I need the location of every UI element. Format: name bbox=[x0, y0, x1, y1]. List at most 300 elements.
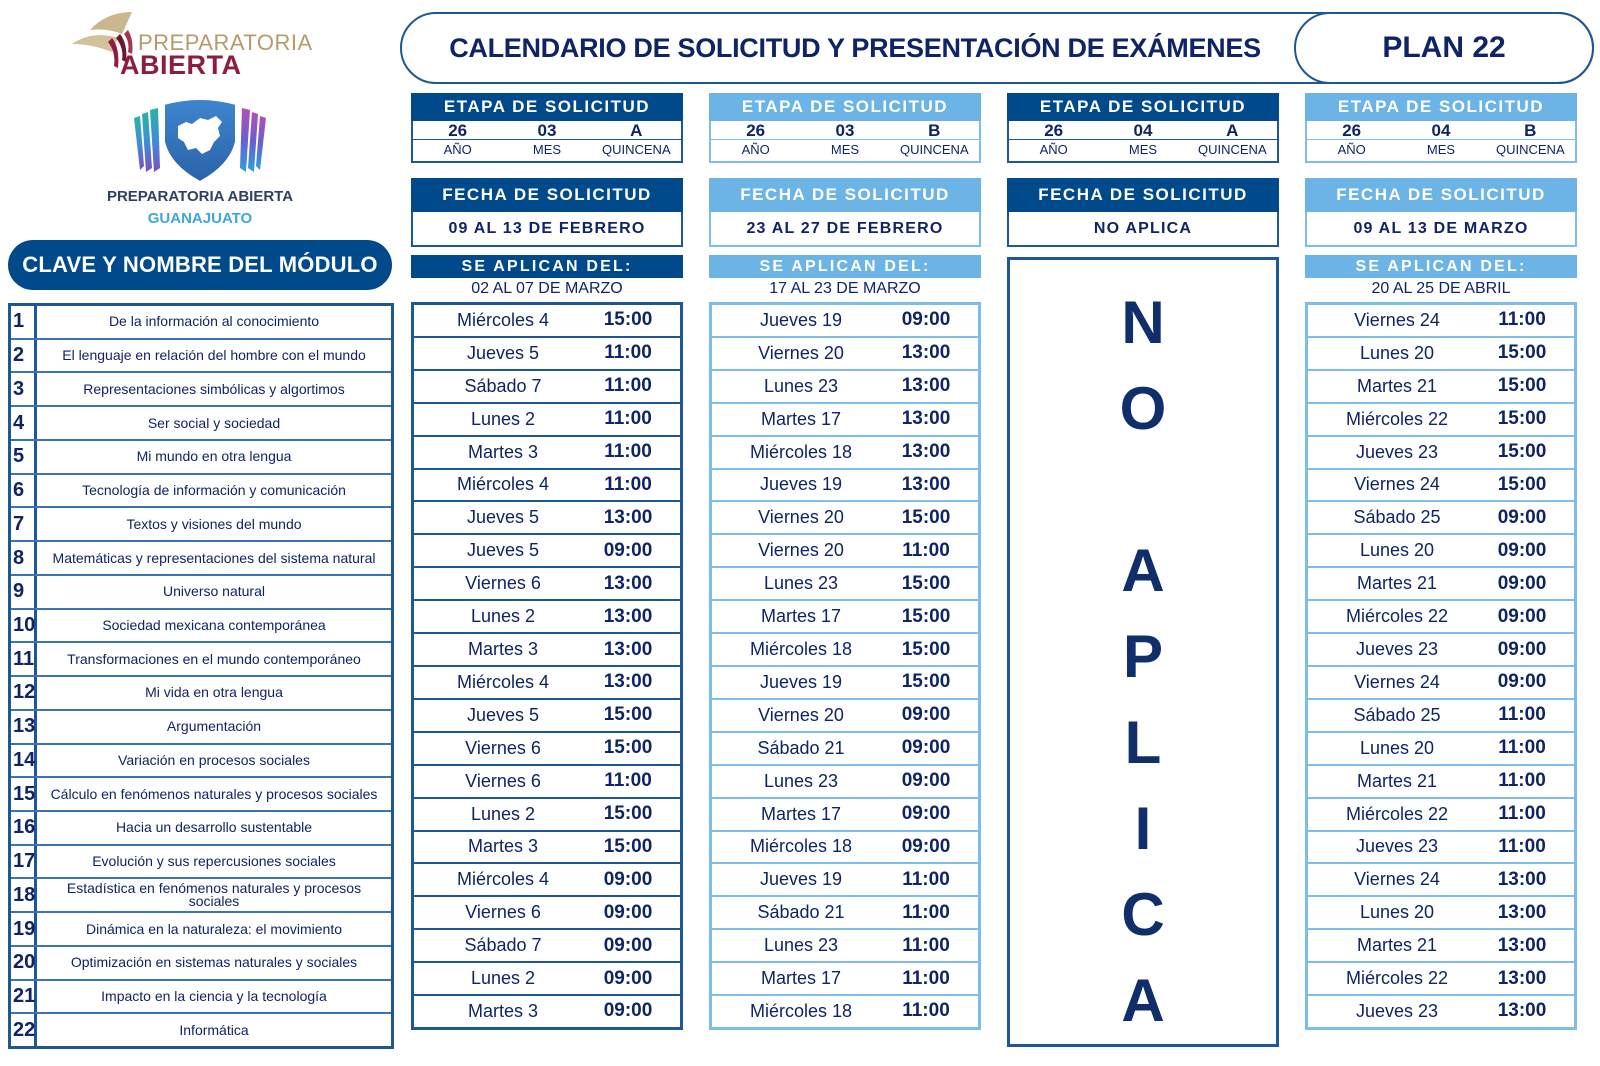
module-number: 13 bbox=[11, 711, 37, 743]
schedule-row bbox=[414, 963, 680, 996]
schedule-row bbox=[1308, 371, 1574, 404]
etapa-quincena-value: B bbox=[928, 121, 941, 140]
module-name: El lenguaje en relación del hombre con el mundo bbox=[62, 347, 366, 364]
module-name: Mi vida en otra lengua bbox=[145, 684, 283, 701]
exam-day: Lunes 2 bbox=[470, 606, 536, 627]
module-row bbox=[11, 778, 391, 812]
module-row bbox=[11, 373, 391, 407]
exam-time: 13:00 bbox=[901, 342, 951, 364]
exam-time: 09:00 bbox=[1497, 572, 1547, 594]
exam-day: Miércoles 4 bbox=[456, 309, 550, 330]
exam-day: Martes 3 bbox=[467, 836, 539, 857]
etapa-anio-label: AÑO bbox=[1039, 142, 1068, 157]
schedule-row bbox=[712, 996, 978, 1027]
exam-time: 15:00 bbox=[1497, 441, 1547, 463]
state-logo-subtitle: GUANAJUATO bbox=[147, 210, 253, 227]
module-number: 9 bbox=[11, 576, 37, 608]
exam-day: Martes 17 bbox=[760, 408, 842, 429]
module-row bbox=[11, 475, 391, 509]
exam-time: 09:00 bbox=[1497, 506, 1547, 528]
schedule-row bbox=[712, 897, 978, 930]
no-aplica-box bbox=[1007, 257, 1279, 1047]
exam-time: 13:00 bbox=[1497, 1000, 1547, 1022]
exam-day: Jueves 19 bbox=[759, 869, 843, 890]
exam-day: Viernes 20 bbox=[758, 342, 844, 363]
exam-day: Lunes 23 bbox=[763, 573, 839, 594]
exam-time: 15:00 bbox=[1497, 375, 1547, 397]
exam-day: Miércoles 18 bbox=[749, 836, 853, 857]
module-row bbox=[11, 745, 391, 779]
etapa-quincena-value: A bbox=[1226, 121, 1239, 140]
exam-day: Jueves 23 bbox=[1355, 441, 1439, 462]
etapa-mes-label: MES bbox=[532, 142, 562, 157]
exam-day: Miércoles 22 bbox=[1345, 606, 1449, 627]
schedule-row bbox=[1308, 634, 1574, 667]
exam-time: 15:00 bbox=[603, 835, 653, 857]
exam-time: 09:00 bbox=[901, 835, 951, 857]
aplican-header: SE APLICAN DEL: bbox=[411, 255, 683, 278]
schedule-row bbox=[1308, 930, 1574, 963]
exam-day: Jueves 5 bbox=[466, 540, 540, 561]
exam-day: Sábado 25 bbox=[1353, 704, 1441, 725]
exam-day: Jueves 23 bbox=[1355, 836, 1439, 857]
module-name: Sociedad mexicana contemporánea bbox=[102, 616, 326, 633]
exam-day: Miércoles 4 bbox=[456, 474, 550, 495]
exam-day: Lunes 20 bbox=[1359, 737, 1435, 758]
schedule-row bbox=[712, 963, 978, 996]
schedule-row bbox=[712, 766, 978, 799]
schedule-row bbox=[1308, 963, 1574, 996]
schedule-row bbox=[712, 502, 978, 535]
exam-day: Jueves 19 bbox=[759, 474, 843, 495]
etapa-anio-value: 26 bbox=[1342, 121, 1362, 140]
exam-time: 11:00 bbox=[902, 967, 950, 989]
aplican-header: SE APLICAN DEL: bbox=[709, 255, 981, 278]
module-number: 15 bbox=[11, 778, 37, 810]
exam-day: Martes 17 bbox=[760, 968, 842, 989]
module-row bbox=[11, 542, 391, 576]
etapa-box bbox=[1305, 121, 1577, 163]
schedule-row bbox=[414, 766, 680, 799]
module-number: 19 bbox=[11, 913, 37, 945]
exam-day: Lunes 23 bbox=[763, 375, 839, 396]
schedule-row bbox=[1308, 404, 1574, 437]
etapa-quincena-label: QUINCENA bbox=[602, 142, 671, 157]
exam-time: 13:00 bbox=[1497, 934, 1547, 956]
etapa-mes-label: MES bbox=[1128, 142, 1158, 157]
schedule-row bbox=[712, 864, 978, 897]
etapa-quincena-label: QUINCENA bbox=[1198, 142, 1267, 157]
schedule-row bbox=[1308, 766, 1574, 799]
exam-day: Martes 21 bbox=[1356, 573, 1438, 594]
exam-day: Martes 3 bbox=[467, 639, 539, 660]
exam-time: 15:00 bbox=[1497, 408, 1547, 430]
module-number: 12 bbox=[11, 677, 37, 709]
exam-day: Miércoles 22 bbox=[1345, 408, 1449, 429]
schedule-table bbox=[709, 302, 981, 1030]
exam-time: 11:00 bbox=[1498, 704, 1546, 726]
etapa-quincena-value: A bbox=[630, 121, 643, 140]
exam-time: 11:00 bbox=[902, 868, 950, 890]
exam-day: Jueves 5 bbox=[466, 342, 540, 363]
shield-icon bbox=[130, 96, 270, 186]
exam-time: 15:00 bbox=[1497, 473, 1547, 495]
exam-day: Miércoles 4 bbox=[456, 869, 550, 890]
fecha-value: 09 AL 13 DE FEBRERO bbox=[411, 212, 683, 247]
module-name: Mi mundo en otra lengua bbox=[136, 448, 292, 465]
exam-time: 11:00 bbox=[902, 901, 950, 923]
module-row bbox=[11, 340, 391, 374]
exam-time: 13:00 bbox=[603, 671, 653, 693]
fecha-header: FECHA DE SOLICITUD bbox=[709, 178, 981, 212]
module-name: Evolución y sus repercusiones sociales bbox=[92, 853, 336, 870]
aplican-range: 20 AL 25 DE ABRIL bbox=[1371, 280, 1511, 297]
module-number: 10 bbox=[11, 610, 37, 642]
schedule-row bbox=[414, 404, 680, 437]
schedule-row bbox=[414, 437, 680, 470]
exam-time: 09:00 bbox=[1497, 605, 1547, 627]
schedule-row bbox=[414, 634, 680, 667]
etapa-mes-value: 03 bbox=[537, 121, 557, 140]
schedule-row bbox=[712, 404, 978, 437]
exam-time: 09:00 bbox=[603, 934, 653, 956]
schedule-table bbox=[1305, 302, 1577, 1030]
exam-day: Jueves 19 bbox=[759, 309, 843, 330]
schedule-row bbox=[1308, 470, 1574, 503]
schedule-column bbox=[1305, 93, 1577, 1030]
schedule-row bbox=[414, 667, 680, 700]
exam-day: Viernes 20 bbox=[758, 507, 844, 528]
schedule-row bbox=[414, 832, 680, 865]
exam-time: 09:00 bbox=[901, 803, 951, 825]
etapa-box bbox=[411, 121, 683, 163]
exam-day: Miércoles 18 bbox=[749, 441, 853, 462]
etapa-mes-value: 04 bbox=[1431, 121, 1451, 140]
schedule-row bbox=[1308, 864, 1574, 897]
aplican-range: 02 AL 07 DE MARZO bbox=[471, 280, 623, 297]
schedule-row bbox=[712, 338, 978, 371]
schedule-row bbox=[414, 601, 680, 634]
exam-day: Sábado 7 bbox=[464, 935, 542, 956]
schedule-row bbox=[712, 568, 978, 601]
exam-time: 11:00 bbox=[604, 473, 652, 495]
exam-time: 11:00 bbox=[1498, 770, 1546, 792]
module-name: Hacia un desarrollo sustentable bbox=[115, 819, 313, 836]
no-aplica-letter: A bbox=[1121, 537, 1165, 604]
no-aplica-letter: N bbox=[1121, 289, 1165, 356]
etapa-mes-value: 04 bbox=[1133, 121, 1153, 140]
exam-time: 13:00 bbox=[901, 408, 951, 430]
module-name: Argumentación bbox=[166, 718, 262, 735]
exam-day: Jueves 5 bbox=[466, 704, 540, 725]
module-number: 1 bbox=[11, 306, 37, 338]
schedule-row bbox=[712, 799, 978, 832]
schedule-row bbox=[1308, 305, 1574, 338]
schedule-row bbox=[1308, 832, 1574, 865]
module-row bbox=[11, 913, 391, 947]
module-row bbox=[11, 812, 391, 846]
module-row bbox=[11, 947, 391, 981]
etapa-anio-label: AÑO bbox=[1337, 142, 1366, 157]
schedule-row bbox=[712, 634, 978, 667]
etapa-header: ETAPA DE SOLICITUD bbox=[411, 93, 683, 121]
exam-day: Lunes 23 bbox=[763, 770, 839, 791]
schedule-row bbox=[1308, 799, 1574, 832]
schedule-row bbox=[712, 305, 978, 338]
exam-day: Martes 21 bbox=[1356, 935, 1438, 956]
state-logo-title: PREPARATORIA ABIERTA bbox=[106, 188, 294, 205]
guanajuato-shield-logo bbox=[130, 96, 270, 186]
schedule-row bbox=[414, 338, 680, 371]
module-row bbox=[11, 846, 391, 880]
no-aplica-letter: P bbox=[1122, 623, 1164, 690]
exam-day: Sábado 21 bbox=[757, 737, 845, 758]
schedule-row bbox=[1308, 437, 1574, 470]
exam-day: Jueves 19 bbox=[759, 671, 843, 692]
exam-time: 11:00 bbox=[604, 342, 652, 364]
exam-day: Lunes 2 bbox=[470, 408, 536, 429]
module-name: Textos y visiones del mundo bbox=[126, 515, 302, 532]
exam-day: Sábado 25 bbox=[1353, 507, 1441, 528]
exam-time: 15:00 bbox=[603, 737, 653, 759]
etapa-quincena-label: QUINCENA bbox=[900, 142, 969, 157]
module-number: 17 bbox=[11, 846, 37, 878]
module-table-header: CLAVE Y NOMBRE DEL MÓDULO bbox=[8, 240, 392, 290]
exam-time: 09:00 bbox=[901, 770, 951, 792]
exam-time: 13:00 bbox=[1497, 967, 1547, 989]
exam-day: Viernes 6 bbox=[465, 902, 541, 923]
etapa-anio-label: AÑO bbox=[443, 142, 472, 157]
etapa-mes-label: MES bbox=[830, 142, 860, 157]
module-row bbox=[11, 981, 391, 1015]
module-name: Dinámica en la naturaleza: el movimiento bbox=[85, 920, 342, 937]
module-name: Cálculo en fenómenos naturales y procesos sociales bbox=[50, 785, 378, 802]
exam-day: Viernes 6 bbox=[465, 737, 541, 758]
module-row bbox=[11, 677, 391, 711]
module-number: 5 bbox=[11, 441, 37, 473]
exam-time: 09:00 bbox=[901, 737, 951, 759]
exam-day: Viernes 24 bbox=[1354, 671, 1440, 692]
exam-time: 15:00 bbox=[901, 638, 951, 660]
exam-time: 09:00 bbox=[1497, 638, 1547, 660]
exam-day: Miércoles 22 bbox=[1345, 803, 1449, 824]
exam-day: Jueves 23 bbox=[1355, 639, 1439, 660]
exam-time: 15:00 bbox=[1497, 342, 1547, 364]
exam-time: 11:00 bbox=[604, 441, 652, 463]
schedule-row bbox=[1308, 568, 1574, 601]
module-row bbox=[11, 508, 391, 542]
etapa-anio-label: AÑO bbox=[741, 142, 770, 157]
no-aplica-letter: I bbox=[1134, 795, 1152, 862]
exam-time: 11:00 bbox=[604, 770, 652, 792]
module-number: 11 bbox=[11, 643, 37, 675]
etapa-header: ETAPA DE SOLICITUD bbox=[709, 93, 981, 121]
fecha-header: FECHA DE SOLICITUD bbox=[411, 178, 683, 212]
schedule-row bbox=[1308, 996, 1574, 1027]
fecha-header: FECHA DE SOLICITUD bbox=[1305, 178, 1577, 212]
schedule-row bbox=[414, 897, 680, 930]
module-name: Universo natural bbox=[163, 583, 265, 600]
brand-top-text: PREPARATORIA bbox=[138, 30, 313, 55]
exam-day: Viernes 6 bbox=[465, 573, 541, 594]
etapa-anio-value: 26 bbox=[448, 121, 468, 140]
schedule-row bbox=[712, 535, 978, 568]
schedule-row bbox=[414, 864, 680, 897]
exam-day: Martes 3 bbox=[467, 441, 539, 462]
no-aplica-letter: L bbox=[1124, 709, 1162, 776]
schedule-row bbox=[414, 535, 680, 568]
schedule-table bbox=[411, 302, 683, 1030]
module-number: 6 bbox=[11, 475, 37, 507]
exam-time: 11:00 bbox=[902, 1000, 950, 1022]
exam-day: Martes 17 bbox=[760, 606, 842, 627]
schedule-row bbox=[414, 371, 680, 404]
exam-time: 13:00 bbox=[901, 473, 951, 495]
exam-day: Lunes 2 bbox=[470, 968, 536, 989]
schedule-row bbox=[1308, 733, 1574, 766]
plan-badge: PLAN 22 bbox=[1294, 12, 1594, 84]
schedule-row bbox=[712, 437, 978, 470]
exam-time: 09:00 bbox=[1497, 539, 1547, 561]
exam-time: 15:00 bbox=[901, 572, 951, 594]
exam-day: Viernes 24 bbox=[1354, 474, 1440, 495]
module-name: Matemáticas y representaciones del sistema natural bbox=[52, 549, 376, 566]
schedule-row bbox=[414, 502, 680, 535]
etapa-header: ETAPA DE SOLICITUD bbox=[1305, 93, 1577, 121]
module-number: 22 bbox=[11, 1014, 37, 1046]
exam-time: 09:00 bbox=[603, 1000, 653, 1022]
module-number: 21 bbox=[11, 981, 37, 1013]
module-row bbox=[11, 576, 391, 610]
exam-time: 11:00 bbox=[1498, 737, 1546, 759]
exam-time: 11:00 bbox=[604, 375, 652, 397]
schedule-row bbox=[414, 568, 680, 601]
aplican-range: 17 AL 23 DE MARZO bbox=[769, 280, 921, 297]
exam-time: 13:00 bbox=[603, 506, 653, 528]
module-row bbox=[11, 407, 391, 441]
exam-time: 13:00 bbox=[603, 605, 653, 627]
module-name: Informática bbox=[179, 1021, 249, 1038]
exam-day: Sábado 7 bbox=[464, 375, 542, 396]
module-number: 20 bbox=[11, 947, 37, 979]
exam-time: 15:00 bbox=[603, 803, 653, 825]
no-aplica-letter: A bbox=[1121, 967, 1165, 1034]
exam-time: 15:00 bbox=[901, 671, 951, 693]
module-row bbox=[11, 1014, 391, 1046]
fecha-value: NO APLICA bbox=[1007, 212, 1279, 247]
exam-time: 13:00 bbox=[603, 638, 653, 660]
brand-bottom-text: ABIERTA bbox=[120, 50, 242, 80]
schedule-row bbox=[712, 667, 978, 700]
fecha-value: 23 AL 27 DE FEBRERO bbox=[709, 212, 981, 247]
exam-time: 15:00 bbox=[901, 605, 951, 627]
exam-day: Viernes 24 bbox=[1354, 869, 1440, 890]
etapa-box bbox=[709, 121, 981, 163]
exam-day: Lunes 20 bbox=[1359, 540, 1435, 561]
exam-time: 09:00 bbox=[603, 901, 653, 923]
schedule-row bbox=[1308, 897, 1574, 930]
exam-time: 11:00 bbox=[1498, 309, 1546, 331]
schedule-row bbox=[1308, 601, 1574, 634]
schedule-row bbox=[1308, 667, 1574, 700]
module-name: Representaciones simbólicas y algortimos bbox=[83, 380, 345, 397]
fecha-header: FECHA DE SOLICITUD bbox=[1007, 178, 1279, 212]
schedule-row bbox=[712, 601, 978, 634]
module-number: 8 bbox=[11, 542, 37, 574]
exam-day: Martes 21 bbox=[1356, 375, 1438, 396]
module-row bbox=[11, 306, 391, 340]
exam-day: Martes 21 bbox=[1356, 770, 1438, 791]
exam-day: Sábado 21 bbox=[757, 902, 845, 923]
module-number: 7 bbox=[11, 508, 37, 540]
exam-time: 13:00 bbox=[901, 375, 951, 397]
module-row bbox=[11, 711, 391, 745]
schedule-column bbox=[709, 93, 981, 1030]
exam-time: 15:00 bbox=[603, 309, 653, 331]
preparatoria-abierta-logo bbox=[70, 8, 313, 80]
exam-time: 11:00 bbox=[604, 408, 652, 430]
exam-day: Lunes 23 bbox=[763, 935, 839, 956]
schedule-row bbox=[1308, 338, 1574, 371]
module-name: Variación en procesos sociales bbox=[118, 751, 310, 768]
exam-day: Lunes 20 bbox=[1359, 342, 1435, 363]
exam-time: 09:00 bbox=[901, 704, 951, 726]
schedule-row bbox=[1308, 502, 1574, 535]
exam-time: 11:00 bbox=[1498, 803, 1546, 825]
schedule-row bbox=[1308, 535, 1574, 568]
module-name: Impacto en la ciencia y la tecnología bbox=[101, 988, 327, 1005]
exam-day: Miércoles 18 bbox=[749, 639, 853, 660]
page-title: CALENDARIO DE SOLICITUD Y PRESENTACIÓN DE EXÁMENES bbox=[449, 32, 1261, 63]
exam-time: 09:00 bbox=[603, 967, 653, 989]
exam-time: 13:00 bbox=[603, 572, 653, 594]
etapa-mes-label: MES bbox=[1426, 142, 1456, 157]
exam-time: 11:00 bbox=[1498, 835, 1546, 857]
exam-day: Viernes 6 bbox=[465, 770, 541, 791]
etapa-box bbox=[1007, 121, 1279, 163]
module-name: Tecnología de información y comunicación bbox=[82, 482, 346, 499]
module-name: Transformaciones en el mundo contemporáneo bbox=[67, 650, 361, 667]
exam-day: Jueves 5 bbox=[466, 507, 540, 528]
exam-time: 09:00 bbox=[603, 539, 653, 561]
exam-day: Viernes 20 bbox=[758, 704, 844, 725]
exam-day: Lunes 20 bbox=[1359, 902, 1435, 923]
module-name: De la información al conocimiento bbox=[108, 313, 320, 330]
exam-day: Miércoles 18 bbox=[749, 1000, 853, 1021]
module-row bbox=[11, 643, 391, 677]
module-number: 3 bbox=[11, 373, 37, 405]
module-table bbox=[8, 303, 394, 1049]
schedule-row bbox=[712, 470, 978, 503]
module-row bbox=[11, 441, 391, 475]
no-aplica-letter: O bbox=[1119, 375, 1167, 442]
schedule-row bbox=[414, 996, 680, 1027]
module-number: 16 bbox=[11, 812, 37, 844]
exam-time: 13:00 bbox=[1497, 901, 1547, 923]
etapa-mes-value: 03 bbox=[835, 121, 855, 140]
exam-day: Viernes 20 bbox=[758, 540, 844, 561]
schedule-row bbox=[1308, 700, 1574, 733]
schedule-row bbox=[414, 700, 680, 733]
exam-time: 11:00 bbox=[902, 539, 950, 561]
module-number: 2 bbox=[11, 340, 37, 372]
exam-time: 15:00 bbox=[603, 704, 653, 726]
schedule-row bbox=[712, 930, 978, 963]
schedule-row bbox=[712, 371, 978, 404]
schedule-row bbox=[414, 470, 680, 503]
module-row bbox=[11, 879, 391, 913]
exam-time: 13:00 bbox=[1497, 868, 1547, 890]
